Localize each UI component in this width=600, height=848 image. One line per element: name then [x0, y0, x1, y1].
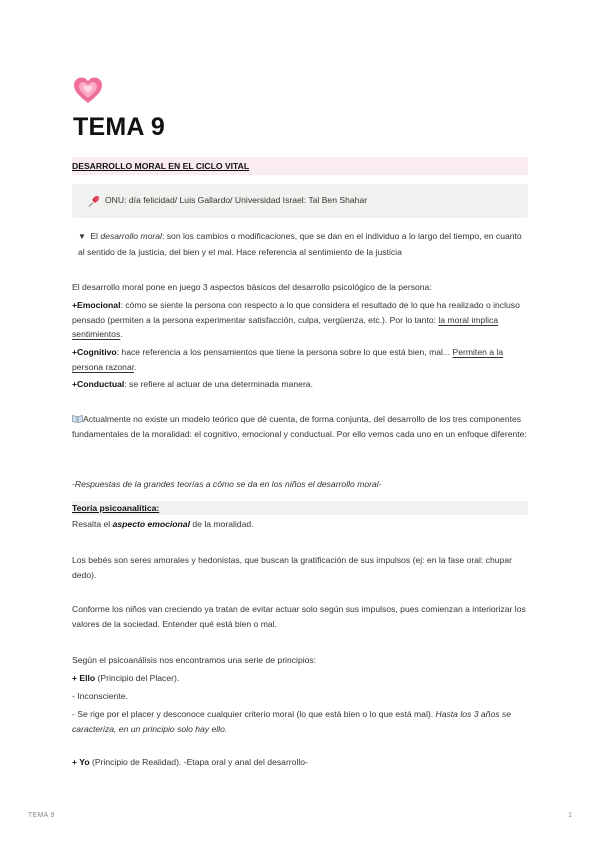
yo-item — [72, 755, 530, 770]
section-heading — [72, 157, 528, 175]
open-book-icon — [72, 414, 83, 423]
pushpin-icon — [87, 194, 101, 208]
italic-line — [72, 477, 530, 492]
aspect-conductual-label: +Conductual — [72, 379, 125, 389]
bebes-paragraph: Los bebés son seres amorales y hedonistas, que buscan la gratificación de sus impulsos (ej: en la fase oral: chupar dedo). — [72, 555, 512, 580]
crecimiento-paragraph: Conforme los niños van creciendo ya tratan de evitar actuar solo según sus impulsos, pues comienzan a interiorizar los valores de la sociedad. Entender qué está bien o mal. — [72, 604, 526, 629]
growing-heart-icon — [73, 76, 103, 106]
inconsciente-item: - Inconsciente. — [72, 691, 128, 701]
rige-emphasis: Hasta los 3 años se caracteriza, en un principio solo hay ello. — [72, 709, 511, 734]
yo-text: (Principio de Realidad). -Etapa oral y anal del desarrollo- — [89, 757, 308, 767]
ello-item — [72, 671, 530, 686]
toggle-text: : son los cambios o modificaciones, que se dan en el individuo a lo largo del tiempo, en cuanto al sentido de la justicia, del bien y el mal. Hace referencia al sentimiento de la justicia — [78, 231, 522, 257]
aspect-emocional-label: +Emocional — [72, 300, 121, 310]
aspect-cognitivo-text: : hace referencia a los pensamientos que tiene la persona sobre lo que está bien, mal... — [116, 347, 453, 357]
note-text: Actualmente no existe un modelo teórico que dé cuenta, de forma conjunta, del desarrollo de los tres componentes fundamentales de la moralidad: el cognitivo, emocional y conductual. Por ello vemos cada uno en un enfoque diferente: — [72, 414, 527, 439]
rige-text: - Se rige por el placer y desconoce cualquier criterio moral (lo que está bien o lo que está mal). — [72, 709, 436, 719]
aspect-emocional-end: . — [120, 329, 123, 339]
footer-title: TEMA 9 — [28, 812, 55, 819]
page-title: TEMA 9 — [73, 113, 165, 141]
ello-text: (Principio del Placer). — [95, 673, 180, 683]
aspect-conductual-text: : se refiere al actuar de una determinada manera. — [124, 379, 313, 389]
italic-line-text: -Respuestas de la grandes teorías a cómo se da en los niños el desarrollo moral- — [72, 479, 382, 489]
resalta-post: de la moralidad. — [189, 519, 254, 529]
aspect-emocional-text: : cómo se siente la persona con respecto a lo que considera el resultado de lo que ha realizado o incluso pensado (permiten a la persona experimentar satisfacción, culpa, vergüenza, etc.). Por lo tanto: — [72, 300, 520, 325]
resalta-paragraph — [72, 517, 530, 532]
rige-item — [72, 707, 530, 736]
theory-heading-text: Teoría psicoanalítica: — [72, 503, 160, 513]
principios-paragraph: Según el psicoanálisis nos encontramos una serie de principios: — [72, 655, 317, 665]
aspect-cognitivo-label: +Cognitivo — [72, 347, 117, 357]
toggle-block[interactable] — [78, 229, 528, 259]
resalta-pre: Resalta el — [72, 519, 113, 529]
yo-label: + Yo — [72, 757, 90, 767]
callout-text: ONU: día felicidad/ Luis Gallardo/ Universidad Israel: Tal Ben Shahar — [105, 195, 368, 205]
resalta-emphasis: aspecto emocional — [112, 519, 190, 529]
section-heading-text: DESARROLLO MORAL EN EL CICLO VITAL — [72, 161, 250, 171]
note-paragraph — [72, 412, 530, 441]
theory-heading — [72, 501, 528, 515]
callout-box — [72, 184, 528, 218]
aspect-conductual — [72, 377, 530, 392]
toggle-triangle-icon[interactable]: ▼ — [78, 232, 86, 241]
aspect-cognitivo-end: . — [134, 361, 137, 372]
toggle-term: desarrollo moral — [100, 231, 162, 241]
footer-page-number: 1 — [568, 812, 572, 819]
intro-paragraph: El desarrollo moral pone en juego 3 aspectos básicos del desarrollo psicológico de la persona: — [72, 282, 432, 292]
aspect-cognitivo-underline: Permiten a la persona razonar — [72, 347, 504, 372]
aspect-emocional-underline: la moral implica sentimientos — [72, 314, 499, 339]
aspect-emocional — [72, 298, 530, 342]
aspect-cognitivo — [72, 345, 530, 374]
ello-label: + Ello — [72, 673, 96, 683]
toggle-text-pre: El — [90, 231, 101, 241]
